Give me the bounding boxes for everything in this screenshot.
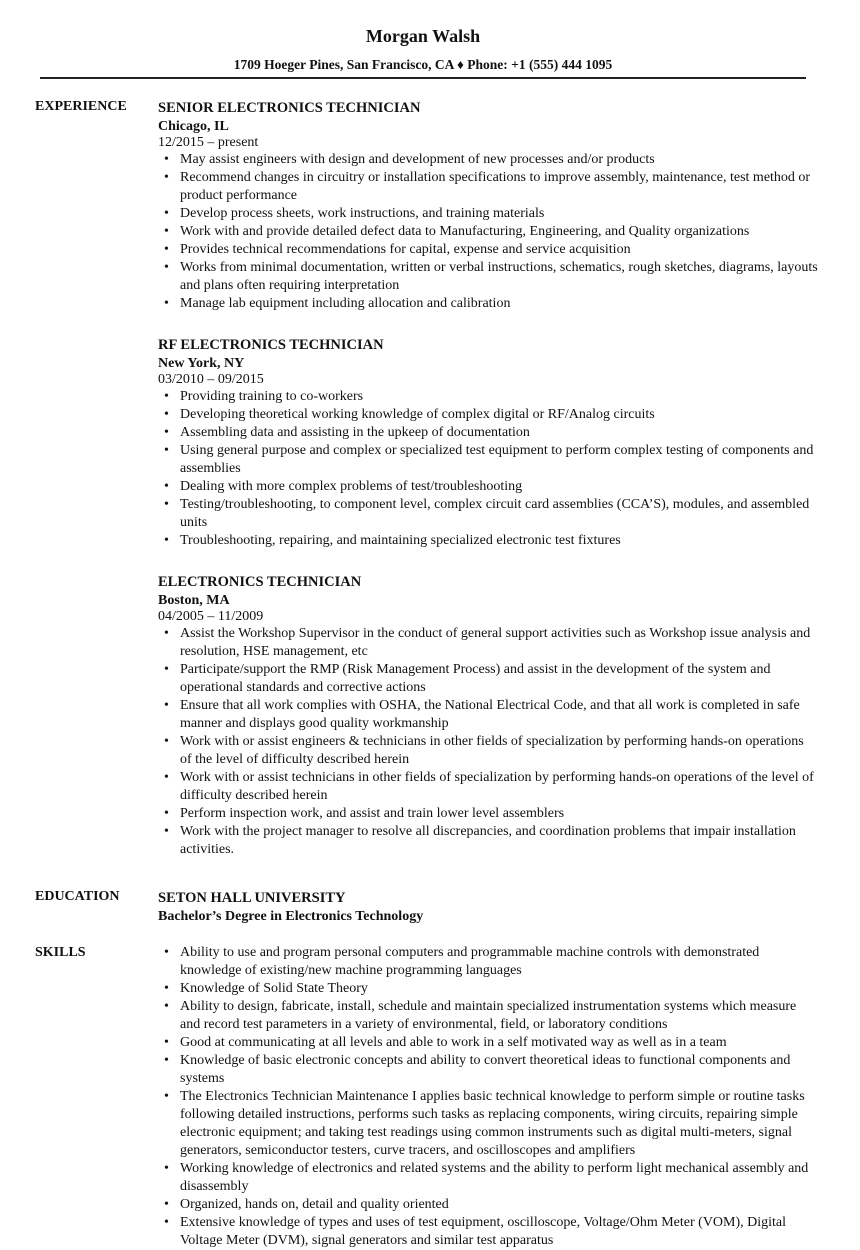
list-item: • Providing training to co-workers <box>158 388 818 406</box>
job-bullets <box>158 151 818 313</box>
list-item: • Ability to use and program personal computers and programmable machine controls with demonstrated knowledge of existing/new machine programming languages <box>158 944 818 980</box>
list-item: • Knowledge of basic electronic concepts and ability to convert theoretical ideas to functional components and systems <box>158 1052 818 1088</box>
experience-section <box>158 98 818 881</box>
list-item: • Testing/troubleshooting, to component level, complex circuit card assemblies (CCA’S), modules, and assembled units <box>158 496 818 532</box>
list-item: • Develop process sheets, work instructions, and training materials <box>158 205 818 223</box>
contact-line: 1709 Hoeger Pines, San Francisco, CA ♦ Phone: +1 (555) 444 1095 <box>233 57 613 72</box>
job-title: ELECTRONICS TECHNICIAN <box>158 574 362 590</box>
job-entry <box>158 572 818 859</box>
candidate-name: Morgan Walsh <box>365 26 481 46</box>
education-section <box>158 888 818 926</box>
list-item: • Extensive knowledge of types and uses of test equipment, oscilloscope, Voltage/Ohm Meter (VOM), Digital Voltage Meter (DVM), signal generators and similar test apparatus <box>158 1214 818 1250</box>
section-label-education: EDUCATION <box>35 889 120 904</box>
list-item: • Provides technical recommendations for capital, expense and service acquisition <box>158 241 818 259</box>
degree: Bachelor’s Degree in Electronics Technology <box>158 909 424 924</box>
header-divider <box>40 77 806 79</box>
job-bullets <box>158 625 818 859</box>
section-label-experience: EXPERIENCE <box>35 99 127 114</box>
list-item: • Work with or assist engineers & technicians in other fields of specialization by performing hands-on operations of the level of difficulty described herein <box>158 733 818 769</box>
list-item: • Troubleshooting, repairing, and maintaining specialized electronic test fixtures <box>158 532 818 550</box>
job-entry <box>158 335 818 550</box>
skills-section <box>158 944 818 1250</box>
list-item: • Work with and provide detailed defect data to Manufacturing, Engineering, and Quality organizations <box>158 223 818 241</box>
list-item: • Assembling data and assisting in the upkeep of documentation <box>158 424 818 442</box>
job-dates: 04/2005 – 11/2009 <box>158 609 264 624</box>
list-item: • The Electronics Technician Maintenance I applies basic technical knowledge to perform simple or routine tasks following detailed instructions, performs such tasks as replacing components, wiring circuits, repairing simple electronic equipment; and taking test readings using common instruments such as digital multi-meters, signal generators, semiconductor testers, curve tracers, and oscilloscopes and amplifiers <box>158 1088 818 1160</box>
job-entry <box>158 98 818 313</box>
list-item: • Ability to design, fabricate, install, schedule and maintain specialized instrumentation systems which measure and record test parameters in a variety of environmental, field, or laboratory conditions <box>158 998 818 1034</box>
list-item: • Participate/support the RMP (Risk Management Process) and assist in the development of the system and operational standards and corrective actions <box>158 661 818 697</box>
list-item: • May assist engineers with design and development of new processes and/or products <box>158 151 818 169</box>
skills-list <box>158 944 818 1250</box>
job-location: Chicago, IL <box>158 119 229 134</box>
list-item: • Developing theoretical working knowledge of complex digital or RF/Analog circuits <box>158 406 818 424</box>
section-label-skills: SKILLS <box>35 945 86 960</box>
list-item: • Assist the Workshop Supervisor in the conduct of general support activities such as Workshop issue analysis and resolution, HSE management, etc <box>158 625 818 661</box>
resume-header <box>0 24 846 73</box>
school-name: SETON HALL UNIVERSITY <box>158 890 346 906</box>
list-item: • Recommend changes in circuitry or installation specifications to improve assembly, maintenance, test method or product performance <box>158 169 818 205</box>
job-location: Boston, MA <box>158 593 230 608</box>
job-bullets <box>158 388 818 550</box>
list-item: • Knowledge of Solid State Theory <box>158 980 818 998</box>
list-item: • Manage lab equipment including allocation and calibration <box>158 295 818 313</box>
list-item: • Working knowledge of electronics and related systems and the ability to perform light mechanical assembly and disassembly <box>158 1160 818 1196</box>
job-title: RF ELECTRONICS TECHNICIAN <box>158 337 384 353</box>
list-item: • Dealing with more complex problems of test/troubleshooting <box>158 478 818 496</box>
list-item: • Works from minimal documentation, written or verbal instructions, schematics, rough sketches, diagrams, layouts and plans often requiring interpretation <box>158 259 818 295</box>
list-item: • Perform inspection work, and assist and train lower level assemblers <box>158 805 818 823</box>
list-item: • Good at communicating at all levels and able to work in a self motivated way as well as in a team <box>158 1034 818 1052</box>
job-dates: 12/2015 – present <box>158 135 259 150</box>
list-item: • Work with or assist technicians in other fields of specialization by performing hands-on operations of the level of difficulty described herein <box>158 769 818 805</box>
list-item: • Organized, hands on, detail and quality oriented <box>158 1196 818 1214</box>
job-location: New York, NY <box>158 356 245 371</box>
list-item: • Using general purpose and complex or specialized test equipment to perform complex testing of components and assemblies <box>158 442 818 478</box>
list-item: • Work with the project manager to resolve all discrepancies, and coordination problems that impair installation activities. <box>158 823 818 859</box>
job-dates: 03/2010 – 09/2015 <box>158 372 264 387</box>
list-item: • Ensure that all work complies with OSHA, the National Electrical Code, and that all work is completed in safe manner and displays good quality workmanship <box>158 697 818 733</box>
job-title: SENIOR ELECTRONICS TECHNICIAN <box>158 100 421 116</box>
